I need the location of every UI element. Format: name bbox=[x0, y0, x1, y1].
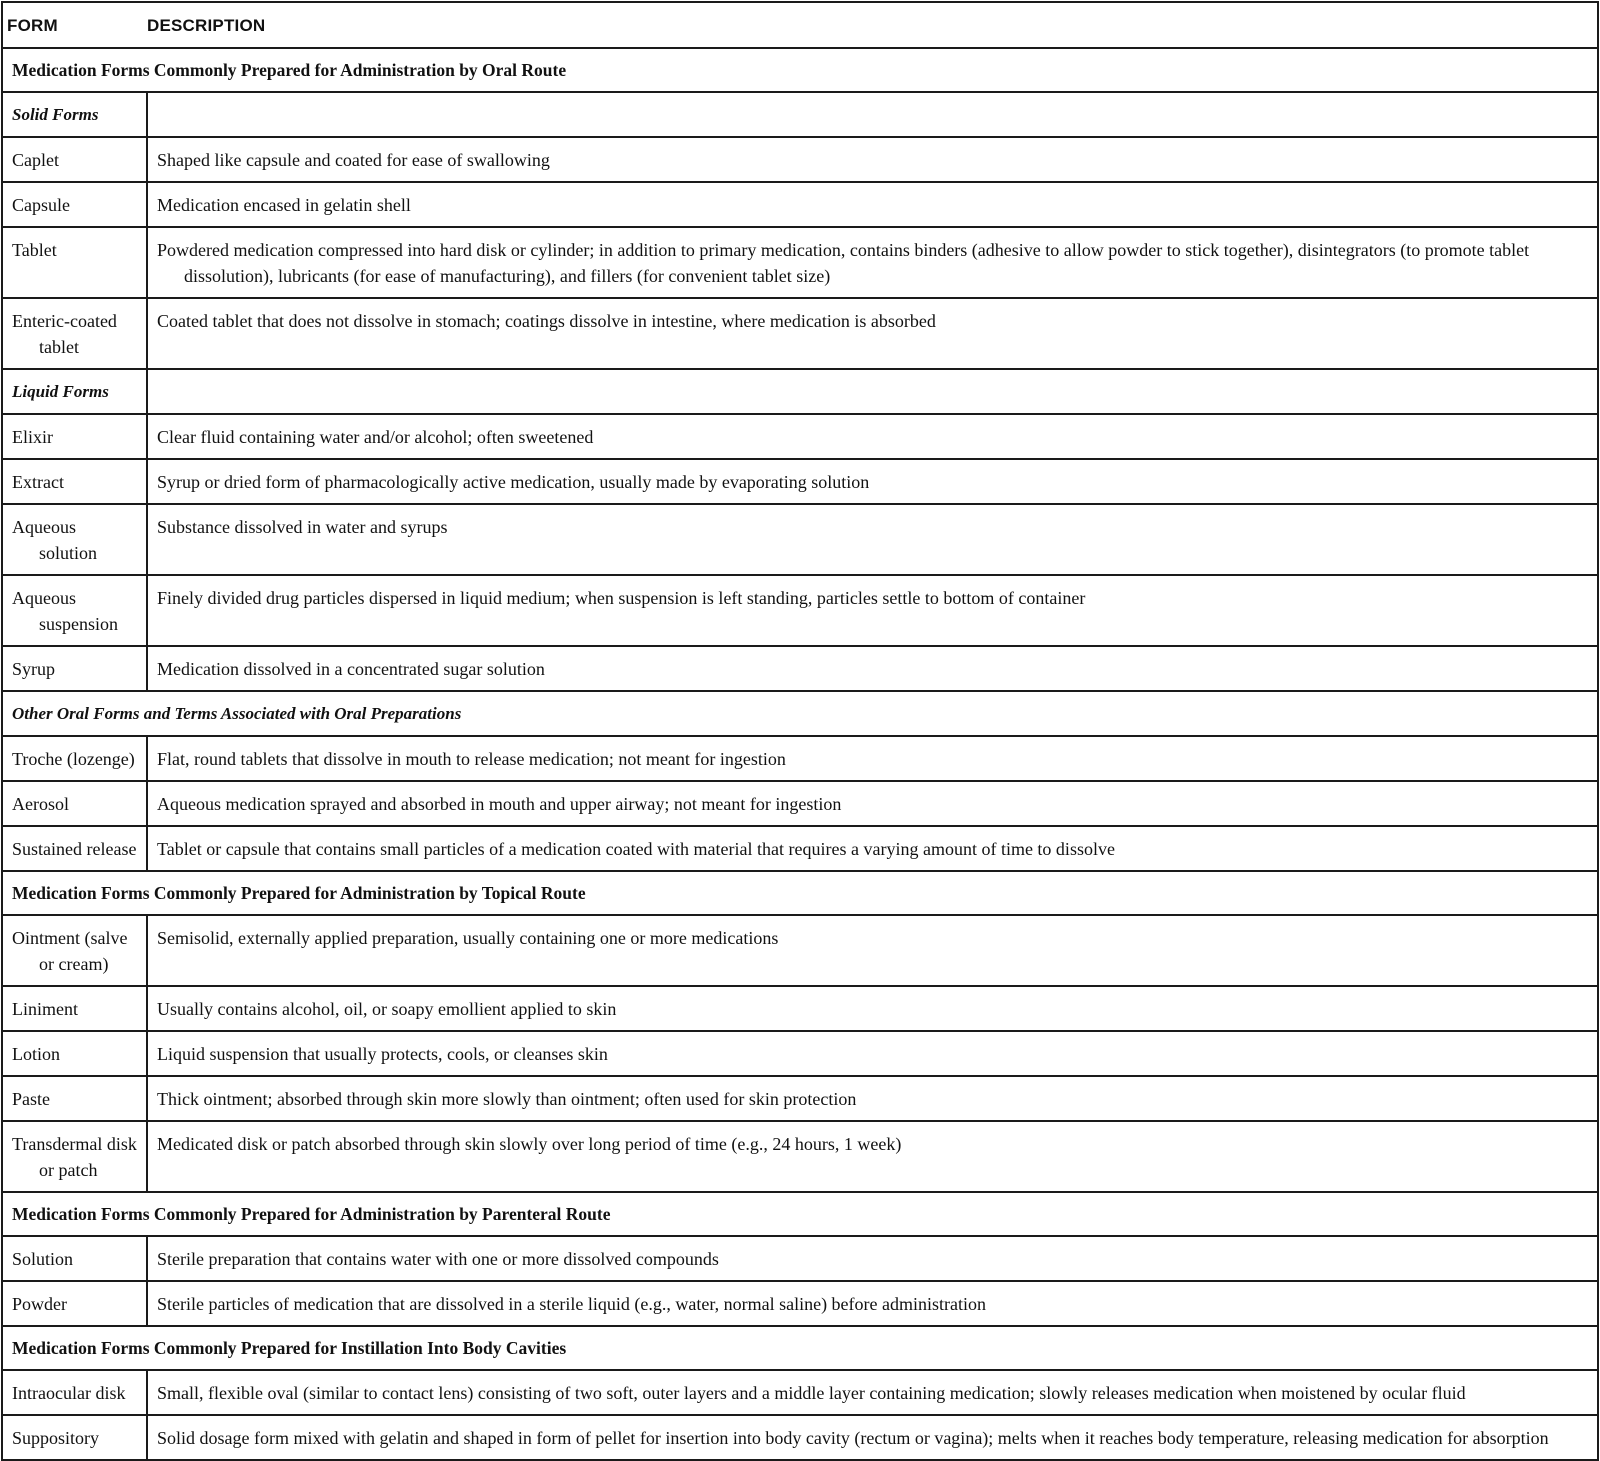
table-row bbox=[2, 1236, 1598, 1281]
section-title: Medication Forms Commonly Prepared for Administration by Parenteral Route bbox=[2, 1192, 1598, 1236]
form-name: Paste bbox=[12, 1089, 50, 1109]
table-row bbox=[2, 646, 1598, 691]
table-row bbox=[2, 504, 1598, 575]
section-oral-route bbox=[2, 48, 1598, 92]
table-row bbox=[2, 1415, 1598, 1460]
form-description: Sterile particles of medication that are dissolved in a sterile liquid (e.g., water, normal saline) before administration bbox=[157, 1294, 987, 1314]
form-description: Shaped like capsule and coated for ease of swallowing bbox=[157, 150, 550, 170]
subsection-solid-forms bbox=[2, 92, 1598, 137]
table-row bbox=[2, 1370, 1598, 1415]
form-description: Substance dissolved in water and syrups bbox=[157, 517, 448, 537]
table-row bbox=[2, 915, 1598, 986]
form-description: Usually contains alcohol, oil, or soapy emollient applied to skin bbox=[157, 999, 617, 1019]
form-description: Semisolid, externally applied preparation, usually containing one or more medications bbox=[157, 928, 779, 948]
form-name: Caplet bbox=[12, 150, 59, 170]
table-row bbox=[2, 781, 1598, 826]
form-name: Extract bbox=[12, 472, 64, 492]
subsection-title: Liquid Forms bbox=[2, 369, 147, 414]
form-description: Sterile preparation that contains water with one or more dissolved compounds bbox=[157, 1249, 719, 1269]
form-description: Medication dissolved in a concentrated sugar solution bbox=[157, 659, 545, 679]
table-row bbox=[2, 298, 1598, 369]
table-header-row bbox=[2, 2, 1598, 48]
form-name: Transdermal disk or patch bbox=[12, 1134, 137, 1180]
subsection-other-oral-forms bbox=[2, 691, 1598, 736]
table-row bbox=[2, 1121, 1598, 1192]
table-row bbox=[2, 414, 1598, 459]
form-description: Powdered medication compressed into hard disk or cylinder; in addition to primary medication, contains binders (adhesive to allow powder to stick together), disintegrators (to promote tablet dissolution), lubricants (for ease of manufacturing), and fillers (for convenient tablet size) bbox=[157, 240, 1530, 286]
form-description: Tablet or capsule that contains small particles of a medication coated with material that requires a varying amount of time to dissolve bbox=[157, 839, 1115, 859]
form-name: Capsule bbox=[12, 195, 70, 215]
subsection-liquid-forms bbox=[2, 369, 1598, 414]
form-description: Thick ointment; absorbed through skin more slowly than ointment; often used for skin protection bbox=[157, 1089, 857, 1109]
section-title: Medication Forms Commonly Prepared for Instillation Into Body Cavities bbox=[2, 1326, 1598, 1370]
form-name: Enteric-coated tablet bbox=[12, 311, 117, 357]
form-name: Elixir bbox=[12, 427, 53, 447]
table-row bbox=[2, 459, 1598, 504]
form-name: Tablet bbox=[12, 240, 57, 260]
form-name: Solution bbox=[12, 1249, 74, 1269]
table-row bbox=[2, 986, 1598, 1031]
form-name: Aerosol bbox=[12, 794, 69, 814]
form-description: Solid dosage form mixed with gelatin and shaped in form of pellet for insertion into body cavity (rectum or vagina); melts when it reaches body temperature, releasing medication for absorption bbox=[157, 1428, 1549, 1448]
form-column-header: FORM bbox=[2, 2, 147, 48]
table-row bbox=[2, 826, 1598, 871]
form-name: Syrup bbox=[12, 659, 56, 679]
table-row bbox=[2, 182, 1598, 227]
form-description: Finely divided drug particles dispersed in liquid medium; when suspension is left standing, particles settle to bottom of container bbox=[157, 588, 1086, 608]
table-row bbox=[2, 227, 1598, 298]
table-row bbox=[2, 1076, 1598, 1121]
form-name: Suppository bbox=[12, 1428, 100, 1448]
form-description: Flat, round tablets that dissolve in mouth to release medication; not meant for ingestion bbox=[157, 749, 786, 769]
form-name: Intraocular disk bbox=[12, 1383, 126, 1403]
form-name: Aqueous suspension bbox=[12, 588, 119, 634]
form-name: Lotion bbox=[12, 1044, 60, 1064]
subsection-title: Solid Forms bbox=[2, 92, 147, 137]
table-row bbox=[2, 575, 1598, 646]
section-parenteral-route bbox=[2, 1192, 1598, 1236]
table-row bbox=[2, 1281, 1598, 1326]
subsection-empty-cell bbox=[147, 92, 1598, 137]
table-row bbox=[2, 1031, 1598, 1076]
section-instillation bbox=[2, 1326, 1598, 1370]
form-description: Medicated disk or patch absorbed through skin slowly over long period of time (e.g., 24 hours, 1 week) bbox=[157, 1134, 902, 1154]
medication-forms-table bbox=[1, 1, 1599, 1461]
table-row bbox=[2, 736, 1598, 781]
form-description: Aqueous medication sprayed and absorbed in mouth and upper airway; not meant for ingestion bbox=[157, 794, 842, 814]
section-title: Medication Forms Commonly Prepared for Administration by Topical Route bbox=[2, 871, 1598, 915]
form-name: Ointment (salve or cream) bbox=[12, 928, 128, 974]
form-description: Liquid suspension that usually protects, cools, or cleanses skin bbox=[157, 1044, 608, 1064]
section-topical-route bbox=[2, 871, 1598, 915]
form-name: Powder bbox=[12, 1294, 67, 1314]
form-name: Aqueous solution bbox=[12, 517, 98, 563]
subsection-title: Other Oral Forms and Terms Associated with Oral Preparations bbox=[2, 691, 1598, 736]
form-name: Sustained release bbox=[12, 839, 137, 859]
form-description: Medication encased in gelatin shell bbox=[157, 195, 411, 215]
form-description: Coated tablet that does not dissolve in stomach; coatings dissolve in intestine, where medication is absorbed bbox=[157, 311, 936, 331]
description-column-header: DESCRIPTION bbox=[147, 2, 1598, 48]
section-title: Medication Forms Commonly Prepared for Administration by Oral Route bbox=[2, 48, 1598, 92]
form-description: Small, flexible oval (similar to contact lens) consisting of two soft, outer layers and a middle layer containing medication; slowly releases medication when moistened by ocular fluid bbox=[157, 1383, 1466, 1403]
form-name: Troche (lozenge) bbox=[12, 749, 135, 769]
form-name: Liniment bbox=[12, 999, 78, 1019]
form-description: Syrup or dried form of pharmacologically active medication, usually made by evaporating solution bbox=[157, 472, 870, 492]
form-description: Clear fluid containing water and/or alcohol; often sweetened bbox=[157, 427, 594, 447]
subsection-empty-cell bbox=[147, 369, 1598, 414]
table-row bbox=[2, 137, 1598, 182]
